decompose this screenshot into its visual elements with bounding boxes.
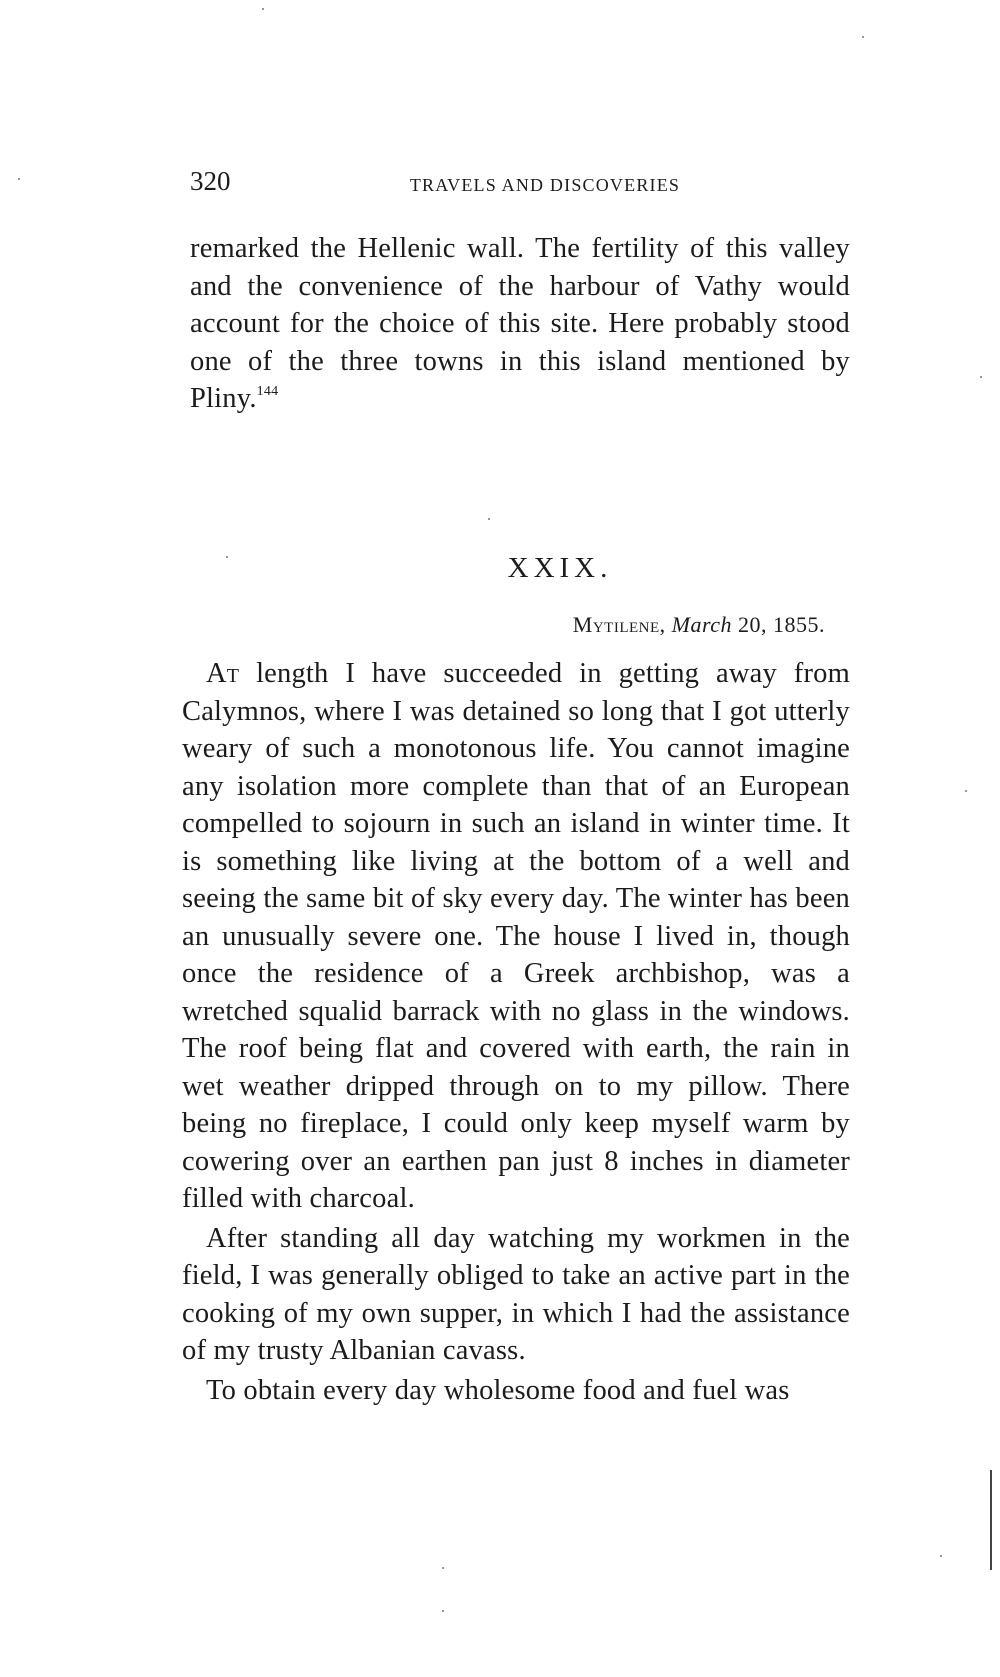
- paper-speck: [262, 8, 264, 10]
- dateline-place: Mytilene,: [572, 612, 666, 637]
- dateline-month: March: [671, 612, 732, 637]
- continuation-paragraph: [190, 230, 850, 418]
- paper-speck: [442, 1610, 444, 1612]
- letter-body: [182, 655, 850, 1409]
- chapter-heading: XXIX.: [507, 552, 613, 584]
- running-head: TRAVELS AND DISCOVERIES: [409, 175, 681, 195]
- letter-paragraph-1: [182, 655, 850, 1218]
- dateline-date: 20, 1855.: [738, 612, 825, 637]
- opening-small-caps: At: [206, 658, 240, 689]
- paragraph-1-text: length I have succeeded in getting away from Calymnos, where I was detained so long that I got utterly weary of such a monotonous life. You cannot imagine any isolation more complete than that of an European compelled to sojourn in such an island in winter time. It is something like living at the bottom of a well and seeing the same bit of sky every day. The winter has been an unusually severe one. The house I lived in, though once the residence of a Greek archbishop, was a wretched squalid barrack with no glass in the windows. The roof being flat and covered with earth, the rain in wet weather dripped through on to my pillow. There being no fireplace, I could only keep myself warm by cowering over an earthen pan just 8 inches in diameter filled with charcoal.: [182, 658, 850, 1214]
- page-header: [190, 166, 850, 206]
- continuation-body: remarked the Hellenic wall. The fertility of this valley and the convenience of the harbour of Vathy would account for the choice of this site. Here probably stood one of the three towns in this island mentioned by Pliny.: [190, 233, 850, 414]
- page-edge-shadow: [990, 1470, 992, 1570]
- page-number: 320: [190, 166, 231, 196]
- continuation-text: [190, 230, 850, 418]
- letter-paragraph-2: After standing all day watching my workmen in the field, I was generally obliged to take an active part in the cooking of my own supper, in which I had the assistance of my trusty Albanian cavass.: [182, 1222, 850, 1366]
- footnote-reference: 144: [256, 384, 279, 399]
- paper-speck: [488, 518, 490, 520]
- paper-speck: [980, 376, 982, 378]
- paper-speck: [965, 790, 967, 792]
- paper-speck: [226, 556, 228, 558]
- letter-paragraph-3: To obtain every day wholesome food and fuel was: [206, 1374, 790, 1406]
- letter-dateline: [573, 612, 825, 638]
- paper-speck: [18, 178, 20, 180]
- paper-speck: [442, 1567, 444, 1569]
- paper-speck: [862, 36, 864, 38]
- paper-speck: [940, 1555, 942, 1557]
